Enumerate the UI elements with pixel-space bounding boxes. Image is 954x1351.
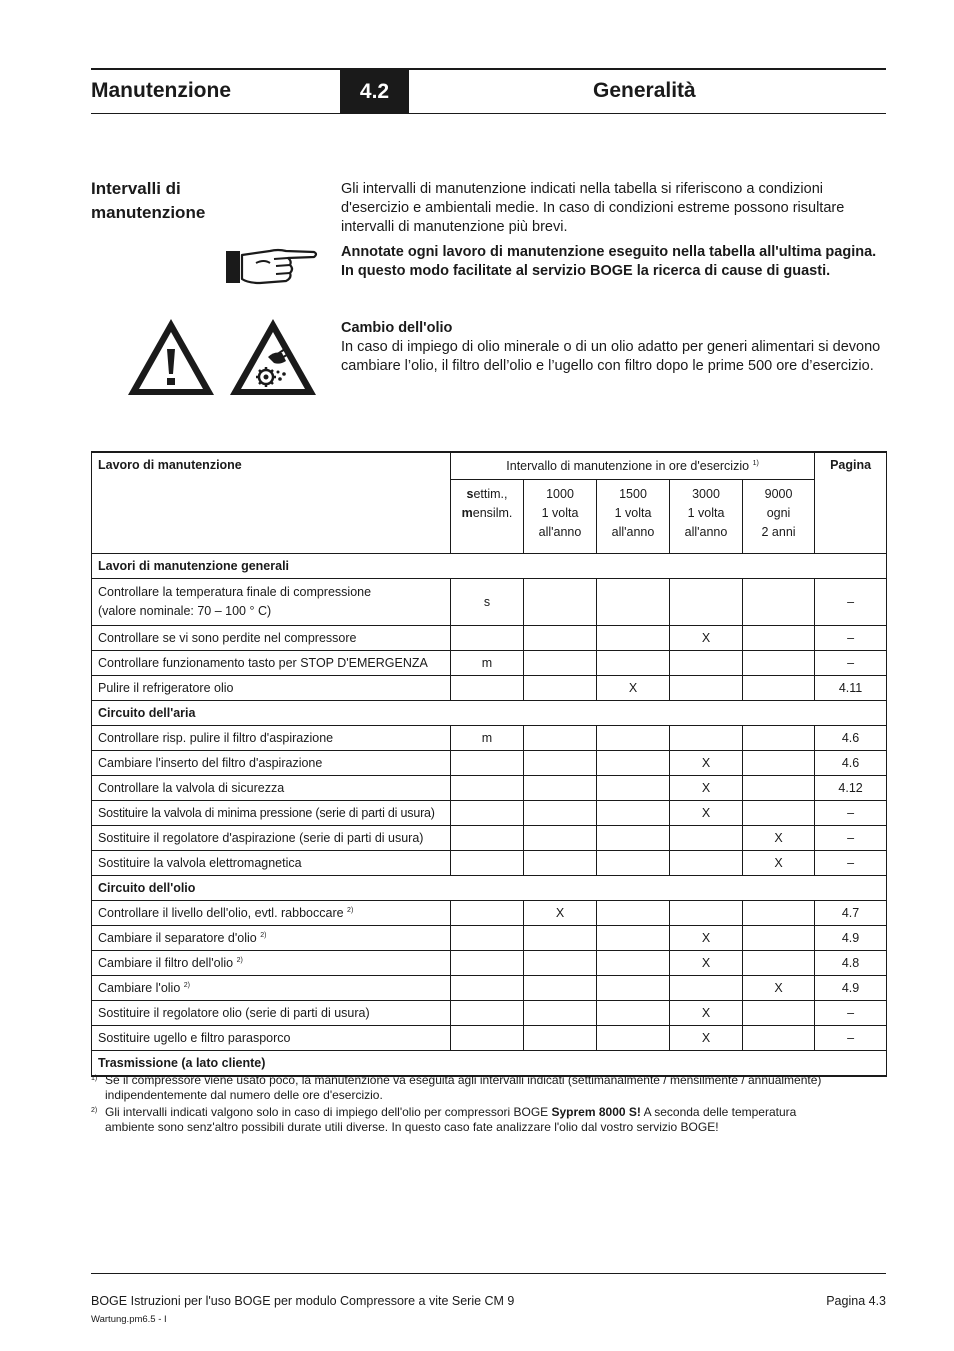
cell-weekly-monthly [451, 976, 524, 1001]
cell-weekly-monthly: m [451, 726, 524, 751]
cell-page: – [815, 826, 887, 851]
section-label: Circuito dell'aria [92, 701, 887, 726]
cell-page: 4.9 [815, 976, 887, 1001]
column-header-task: Lavoro di manutenzione [92, 452, 451, 554]
cell-weekly-monthly [451, 776, 524, 801]
task-cell: Controllare la temperatura finale di compressione (valore nominale: 70 – 100 ° C) [92, 579, 451, 626]
task-cell: Sostituire la valvola di minima pressione (serie di parti di usura) [92, 801, 451, 826]
task-cell: Sostituire la valvola elettromagnetica [92, 851, 451, 876]
cell-9000: X [743, 976, 815, 1001]
task-cell: Cambiare il filtro dell'olio $^{2)}$ [92, 951, 451, 976]
cell-weekly-monthly [451, 826, 524, 851]
cell-3000 [670, 901, 743, 926]
table-row [92, 726, 887, 751]
cell-1000 [524, 826, 597, 851]
cell-page: 4.9 [815, 926, 887, 951]
oil-change-paragraph: In caso di impiego di olio minerale o di un olio adatto per generi alimentari si devono cambiare l’olio, il filtro dell’olio e l’ugello con filtro dopo le prime 500 ore d’esercizio. [341, 339, 881, 374]
cell-weekly-monthly [451, 1026, 524, 1051]
cell-9000 [743, 926, 815, 951]
cell-page: – [815, 579, 887, 626]
footnote-2 [91, 1105, 886, 1135]
cell-1500 [597, 626, 670, 651]
section-row-general [92, 554, 887, 579]
interval-1500: 1500 1 volta all'anno [597, 480, 670, 554]
cell-1500 [597, 1026, 670, 1051]
cell-page: 4.6 [815, 726, 887, 751]
cell-1000 [524, 651, 597, 676]
cell-9000 [743, 776, 815, 801]
cell-weekly-monthly [451, 751, 524, 776]
footnote-1 [91, 1073, 886, 1103]
cell-9000 [743, 1026, 815, 1051]
section-title: Manutenzione [91, 79, 231, 102]
cell-page: – [815, 1001, 887, 1026]
table-row [92, 579, 887, 626]
cell-1500 [597, 579, 670, 626]
cell-1500 [597, 976, 670, 1001]
cell-page: 4.7 [815, 901, 887, 926]
footnote-marker: 2) [91, 1107, 98, 1114]
cell-weekly-monthly [451, 926, 524, 951]
cell-page: 4.12 [815, 776, 887, 801]
table-row [92, 976, 887, 1001]
cell-3000: X [670, 751, 743, 776]
cell-9000 [743, 951, 815, 976]
task-cell: Controllare se vi sono perdite nel compressore [92, 626, 451, 651]
cell-1000 [524, 976, 597, 1001]
cell-1000 [524, 776, 597, 801]
cell-page: – [815, 626, 887, 651]
table-row [92, 951, 887, 976]
interval-weekly-monthly: settim., mensilm. [451, 480, 524, 554]
table-row [92, 851, 887, 876]
task-cell: Pulire il refrigeratore olio [92, 676, 451, 701]
task-cell: Sostituire il regolatore olio (serie di parti di usura) [92, 1001, 451, 1026]
cell-9000 [743, 579, 815, 626]
cell-1500 [597, 901, 670, 926]
cell-1000 [524, 579, 597, 626]
cell-9000 [743, 801, 815, 826]
table-row [92, 626, 887, 651]
column-header-interval: Intervallo di manutenzione in ore d'esercizio $^{1)}$ [451, 452, 815, 480]
cell-1000: X [524, 901, 597, 926]
cell-9000 [743, 1001, 815, 1026]
section-label: Circuito dell'olio [92, 876, 887, 901]
cell-3000: X [670, 1001, 743, 1026]
oil-change-heading: Cambio dell'olio [341, 320, 453, 336]
cell-1500 [597, 726, 670, 751]
footer-page-number: Pagina 4.3 [826, 1294, 886, 1308]
footnote-text: ambiente sono senz'altro possibili durate utili diverse. In questo caso fate analizzare l'olio dal vostro servizio BOGE! [105, 1120, 719, 1134]
header-top-rule [91, 68, 886, 70]
task-cell: Cambiare l'olio $^{2)}$ [92, 976, 451, 1001]
cell-weekly-monthly [451, 951, 524, 976]
cell-weekly-monthly [451, 801, 524, 826]
task-cell: Sostituire il regolatore d'aspirazione (serie di parti di usura) [92, 826, 451, 851]
cell-9000 [743, 676, 815, 701]
cell-9000 [743, 651, 815, 676]
cell-3000: X [670, 951, 743, 976]
task-cell: Controllare la valvola di sicurezza [92, 776, 451, 801]
cell-weekly-monthly [451, 626, 524, 651]
cell-1000 [524, 951, 597, 976]
intro-paragraph: Gli intervalli di manutenzione indicati nella tabella si riferiscono a condizioni d'esercizio e ambientali medie. In caso di condizioni estreme possono risultare intervalli di manutenzione più brevi. [341, 181, 845, 235]
footer-manual-title: BOGE Istruzioni per l'uso BOGE per modulo Compressore a vite Serie CM 9 [91, 1294, 515, 1308]
interval-1000: 1000 1 volta all'anno [524, 480, 597, 554]
cell-3000 [670, 826, 743, 851]
table-row [92, 1001, 887, 1026]
warning-rotating-parts-icon [228, 317, 318, 397]
cell-1000 [524, 926, 597, 951]
cell-3000 [670, 976, 743, 1001]
cell-1500 [597, 926, 670, 951]
table-row [92, 751, 887, 776]
cell-1500 [597, 951, 670, 976]
cell-1000 [524, 851, 597, 876]
cell-9000 [743, 751, 815, 776]
task-cell: Controllare risp. pulire il filtro d'aspirazione [92, 726, 451, 751]
cell-weekly-monthly [451, 851, 524, 876]
cell-3000 [670, 726, 743, 751]
cell-weekly-monthly [451, 901, 524, 926]
cell-3000: X [670, 801, 743, 826]
footnote-text: Gli intervalli indicati valgono solo in caso di impiego dell'olio per compressori BOGE Syprem 8000 S! A seconda delle temperatura [105, 1105, 797, 1119]
cell-1000 [524, 751, 597, 776]
cell-1000 [524, 626, 597, 651]
section-label: Lavori di manutenzione generali [92, 554, 887, 579]
cell-page: – [815, 851, 887, 876]
pointing-hand-icon [226, 243, 318, 289]
cell-3000 [670, 579, 743, 626]
interval-3000: 3000 1 volta all'anno [670, 480, 743, 554]
task-cell: Sostituire ugello e filtro parasporco [92, 1026, 451, 1051]
cell-weekly-monthly [451, 1001, 524, 1026]
cell-page: – [815, 651, 887, 676]
cell-1500 [597, 751, 670, 776]
side-heading-line1: Intervalli di [91, 179, 181, 198]
side-heading-line2: manutenzione [91, 203, 206, 222]
maintenance-table [91, 451, 887, 1077]
footnote-marker: 1) [91, 1075, 98, 1082]
column-header-page: Pagina [815, 452, 887, 554]
cell-page: 4.8 [815, 951, 887, 976]
footer-file-name: Wartung.pm6.5 - I [91, 1314, 167, 1325]
cell-9000 [743, 626, 815, 651]
cell-1000 [524, 1001, 597, 1026]
warning-exclamation-icon [126, 317, 216, 397]
cell-1500 [597, 651, 670, 676]
cell-page: 4.11 [815, 676, 887, 701]
table-row [92, 1026, 887, 1051]
footnote-text: indipendentemente dal numero delle ore d'esercizio. [105, 1088, 383, 1102]
cell-weekly-monthly: m [451, 651, 524, 676]
cell-page: 4.6 [815, 751, 887, 776]
section-row-oil [92, 876, 887, 901]
task-cell: Cambiare il separatore d'olio $^{2)}$ [92, 926, 451, 951]
task-cell: Controllare funzionamento tasto per STOP D'EMERGENZA [92, 651, 451, 676]
task-cell: Cambiare l'inserto del filtro d'aspirazione [92, 751, 451, 776]
task-cell: Controllare il livello dell'olio, evtl. rabboccare $^{2)}$ [92, 901, 451, 926]
cell-9000 [743, 726, 815, 751]
cell-page: – [815, 1026, 887, 1051]
header-bottom-rule [91, 113, 886, 114]
cell-1500 [597, 851, 670, 876]
cell-page: – [815, 801, 887, 826]
cell-1000 [524, 676, 597, 701]
table-row [92, 801, 887, 826]
cell-weekly-monthly [451, 676, 524, 701]
cell-3000: X [670, 626, 743, 651]
cell-3000 [670, 676, 743, 701]
cell-3000: X [670, 926, 743, 951]
cell-3000 [670, 851, 743, 876]
cell-1500 [597, 776, 670, 801]
cell-1500: X [597, 676, 670, 701]
table-row [92, 651, 887, 676]
side-heading [91, 177, 291, 225]
section-label: Trasmissione (a lato cliente) [92, 1051, 887, 1077]
cell-3000 [670, 651, 743, 676]
cell-weekly-monthly: s [451, 579, 524, 626]
page-title: Generalità [593, 79, 696, 102]
intro-notice: Annotate ogni lavoro di manutenzione eseguito nella tabella all'ultima pagina. In questo modo facilitate al servizio BOGE la ricerca di cause di guasti. [341, 244, 877, 279]
cell-3000: X [670, 1026, 743, 1051]
interval-9000: 9000 ogni 2 anni [743, 480, 815, 554]
table-row [92, 826, 887, 851]
cell-9000: X [743, 851, 815, 876]
table-row [92, 676, 887, 701]
cell-1500 [597, 801, 670, 826]
table-header-row [92, 452, 887, 480]
cell-1000 [524, 726, 597, 751]
chapter-number-badge: 4.2 [340, 70, 409, 113]
footer-rule [91, 1273, 886, 1274]
section-row-air [92, 701, 887, 726]
cell-1000 [524, 1026, 597, 1051]
cell-1500 [597, 1001, 670, 1026]
cell-9000: X [743, 826, 815, 851]
cell-1500 [597, 826, 670, 851]
table-row [92, 776, 887, 801]
table-row [92, 926, 887, 951]
cell-9000 [743, 901, 815, 926]
cell-1000 [524, 801, 597, 826]
table-row [92, 901, 887, 926]
footnote-text: Se il compressore viene usato poco, la manutenzione va eseguita agli intervalli indicati (settimanalmente / mensilmente / annualmente) [105, 1073, 822, 1087]
cell-3000: X [670, 776, 743, 801]
